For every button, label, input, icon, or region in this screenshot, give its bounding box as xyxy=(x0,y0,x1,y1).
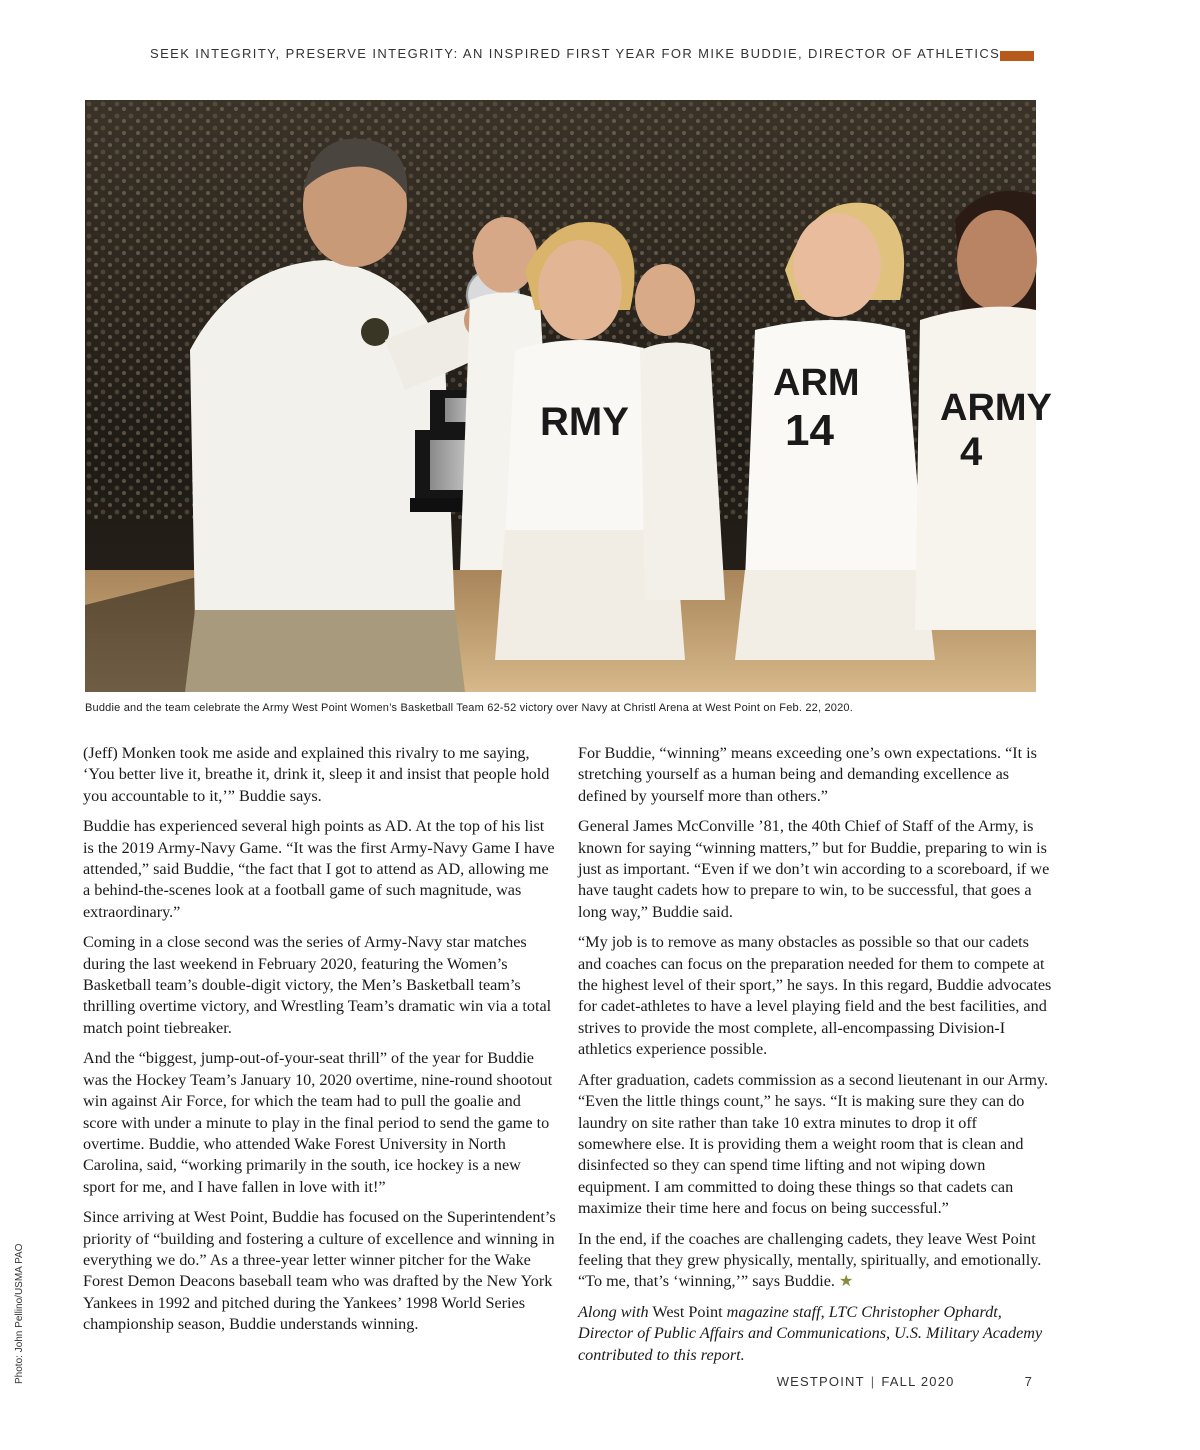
header-accent-bar xyxy=(1000,51,1034,61)
page-footer xyxy=(700,1374,1033,1389)
closing-text: In the end, if the coaches are challenging cadets, they leave West Point feeling that they grew physically, mentally, spiritually, and emotionally. “To me, that’s ‘winning,’” says Buddie. xyxy=(578,1229,1042,1291)
paragraph: Buddie has experienced several high points as AD. At the top of his list is the 2019 Army-Navy Game. “It was the first Army-Navy Game I have attended,” said Buddie, “the fact that I got to attend as AD, allowing me a behind-the-scenes look at a football game of such magnitude, was extraordinary.” xyxy=(83,817,555,921)
article-left-column xyxy=(83,743,557,1345)
paragraph: And the “biggest, jump-out-of-your-seat thrill” of the year for Buddie was the Hockey Team’s January 10, 2020 overtime, nine-round shootout win against Air Force, for which the team had to pull the goalie and score with under a minute to play in the final period to send the game to overtime. Buddie, who attended Wake Forest University in North Carolina, said, “working primarily in the south, ice hockey is a new sport for me, and I have fallen in love with it!” xyxy=(83,1049,553,1196)
jersey-right-text: ARMY xyxy=(940,387,1052,429)
article-photo xyxy=(85,100,1052,692)
jersey-center-number: 14 xyxy=(785,406,834,455)
running-title: SEEK INTEGRITY, PRESERVE INTEGRITY: AN INSPIRED FIRST YEAR FOR MIKE BUDDIE, DIRECTOR OF ATHLETICS xyxy=(150,46,1001,61)
paragraph: General James McConville ’81, the 40th Chief of Staff of the Army, is known for saying “winning matters,” but for Buddie, preparing to win is just as important. “Even if we don’t win according to a scoreboard, if we have taught cadets how to prepare to win, to be successful, that goes a long way,” Buddie said. xyxy=(578,817,1050,921)
article-right-column xyxy=(578,743,1052,1375)
jersey-right-number: 4 xyxy=(960,430,983,474)
paragraph: “My job is to remove as many obstacles as possible so that our cadets and coaches can focus on the preparation needed for them to compete at the highest level of their sport,” he says. In this regard, Buddie advocates for cadet-athletes to have a level playing field and the best facilities, and strives to provide the most complete, all-encompassing Division-I athletics experience possible. xyxy=(578,933,1052,1059)
closing-paragraph xyxy=(578,1229,1052,1293)
footer-separator: | xyxy=(870,1374,876,1389)
contributor-line xyxy=(578,1302,1052,1366)
paragraph: Since arriving at West Point, Buddie has focused on the Superintendent’s priority of “building and fostering a culture of excellence and winning in everything we do.” As a three-year letter winner pitcher for the Wake Forest Demon Deacons baseball team who was drafted by the New York Yankees in 1992 and pitched during the Yankees’ 1998 World Series championship season, Buddie understands winning. xyxy=(83,1208,556,1334)
jersey-center-text: ARM xyxy=(773,362,860,404)
paragraph: Coming in a close second was the series of Army-Navy star matches during the last weekend in February 2020, featuring the Women’s Basketball team’s double-digit victory, the Men’s Basketball team’s thrilling overtime victory, and Wrestling Team’s dramatic win via a total match point tiebreaker. xyxy=(83,933,552,1037)
contributor-part-3: magazine staff, LTC Christopher Ophardt, Director of Public Affairs and Communications, U.S. Military Academy contributed to this report. xyxy=(578,1302,1043,1364)
contributor-part-1: Along with xyxy=(578,1302,649,1321)
paragraph: (Jeff) Monken took me aside and explained this rivalry to me saying, ‘You better live it, breathe it, drink it, sleep it and insist that people hold you accountable to it,’” Buddie says. xyxy=(83,744,550,805)
issue-label: FALL 2020 xyxy=(881,1374,955,1389)
photo-credit: Photo: John Pellino/USMA PAO xyxy=(14,1243,25,1384)
publication-name: WESTPOINT xyxy=(776,1374,865,1389)
paragraph: For Buddie, “winning” means exceeding one’s own expectations. “It is stretching yourself as a human being and demanding excellence as defined by yourself more than others.” xyxy=(578,744,1037,805)
paragraph: After graduation, cadets commission as a second lieutenant in our Army. “Even the little things count,” he says. “It is making sure they can do laundry on site rather than take 10 extra minutes to drop it off somewhere else. It is providing them a weight room that is clean and disinfected so they can spend time lifting and not wiping down equipment. I am committed to doing these things so that cadets can maximize their time here and focus on being successful.” xyxy=(578,1070,1049,1218)
page-number: 7 xyxy=(1024,1374,1033,1389)
photo-caption: Buddie and the team celebrate the Army West Point Women’s Basketball Team 62-52 victory over Navy at Christl Arena at West Point on Feb. 22, 2020. xyxy=(85,702,854,714)
jersey-left-text: RMY xyxy=(540,400,629,444)
contributor-magazine-name: West Point xyxy=(652,1302,723,1321)
end-star-icon: ★ xyxy=(838,1272,854,1291)
